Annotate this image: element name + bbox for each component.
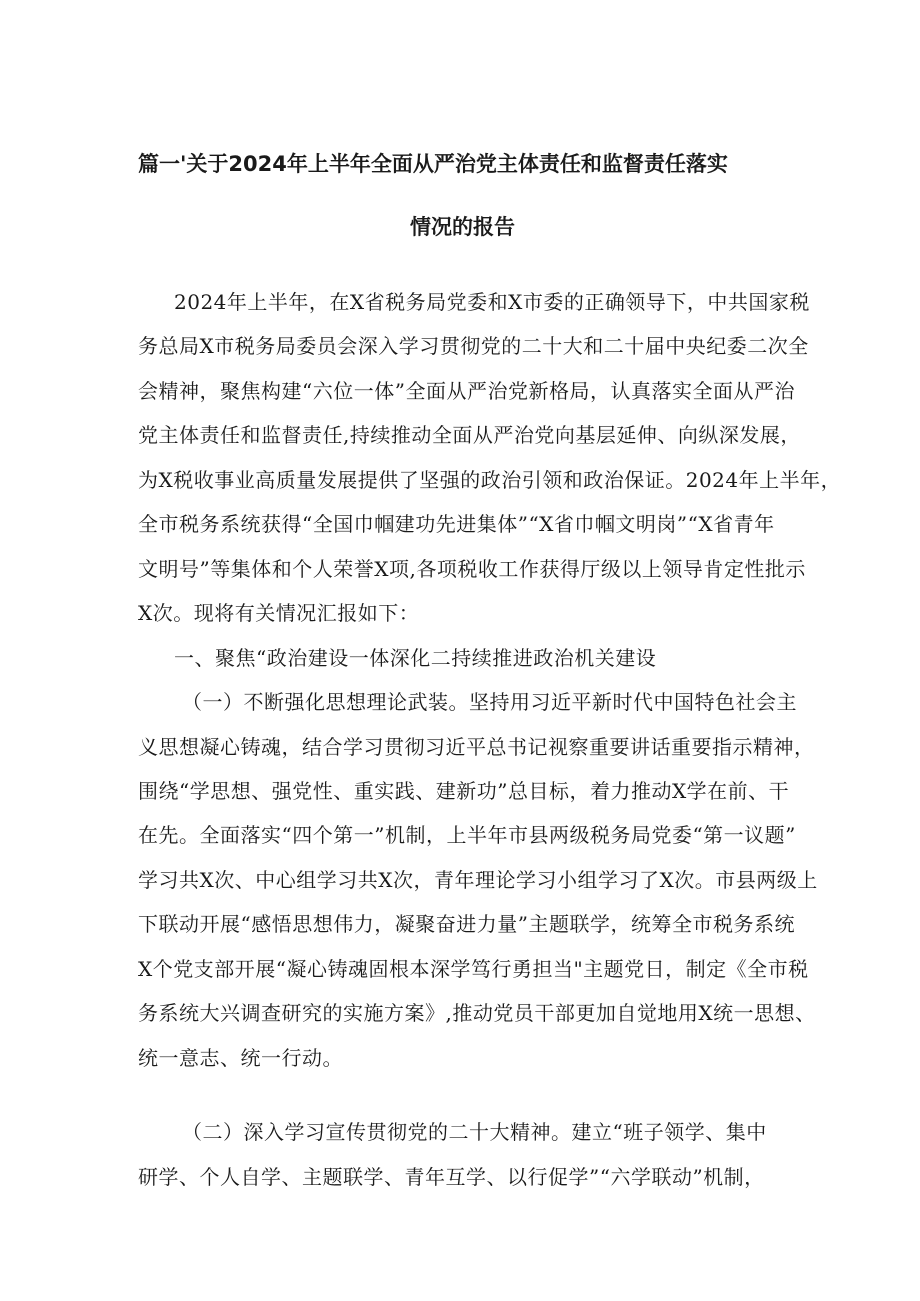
body-line: 学习共X次、中心组学习共X次，青年理论学习小组学习了X次。市县两级上 (138, 868, 818, 892)
document-title-line-1: 篇一'关于2024年上半年全面从严治党主体责任和监督责任落实 (138, 152, 728, 176)
body-line: 下联动开展“感悟思想伟力，凝聚奋进力量”主题联学，统筹全市税务系统 (138, 912, 795, 936)
body-line: 统一意志、统一行动。 (138, 1046, 343, 1070)
body-line: 为X税收事业高质量发展提供了坚强的政治引领和政治保证。2024年上半年， (138, 468, 842, 492)
body-line: 义思想凝心铸魂，结合学习贯彻习近平总书记视察重要讲话重要指示精神， (138, 735, 815, 759)
body-line: 会精神，聚焦构建“六位一体”全面从严治党新格局，认真落实全面从严治 (138, 379, 795, 403)
body-line: 党主体责任和监督责任,持续推动全面从严治党向基层延伸、向纵深发展， (138, 423, 801, 447)
body-line: 围绕“学思想、强党性、重实践、建新功”总目标，着力推动X学在前、干 (138, 779, 790, 803)
body-line: （二）深入学习宣传贯彻党的二十大精神。建立“班子领学、集中 (182, 1120, 767, 1144)
document-title-line-2: 情况的报告 (410, 215, 515, 239)
body-line: 文明号”等集体和个人荣誉X项,各项税收工作获得厅级以上领导肯定性批示 (138, 557, 806, 581)
body-line: 研学、个人自学、主题联学、青年互学、以行促学”“六学联动”机制， (138, 1165, 765, 1189)
body-line: （一）不断强化思想理论武装。坚持用习近平新时代中国特色社会主 (182, 690, 797, 714)
body-line: 2024年上半年，在X省税务局党委和X市委的正确领导下，中共国家税 (174, 290, 810, 314)
body-line: 在先。全面落实“四个第一”机制，上半年市县两级税务局党委“第一议题” (138, 823, 796, 847)
body-line: X个党支部开展“凝心铸魂固根本深学笃行勇担当"主题党日，制定《全市税 (138, 957, 809, 981)
body-line: X次。现将有关情况汇报如下： (138, 601, 420, 625)
body-line: 务系统大兴调查研究的实施方案》,推动党员干部更加自觉地用X统一思想、 (138, 1001, 816, 1025)
section-heading: 一、聚焦“政治建设一体深化二持续推进政治机关建设 (174, 646, 657, 670)
body-line: 务总局X市税务局委员会深入学习贯彻党的二十大和二十届中央纪委二次全 (138, 334, 809, 358)
body-line: 全市税务系统获得“全国巾帼建功先进集体”“X省巾帼文明岗”“X省青年 (138, 512, 775, 536)
